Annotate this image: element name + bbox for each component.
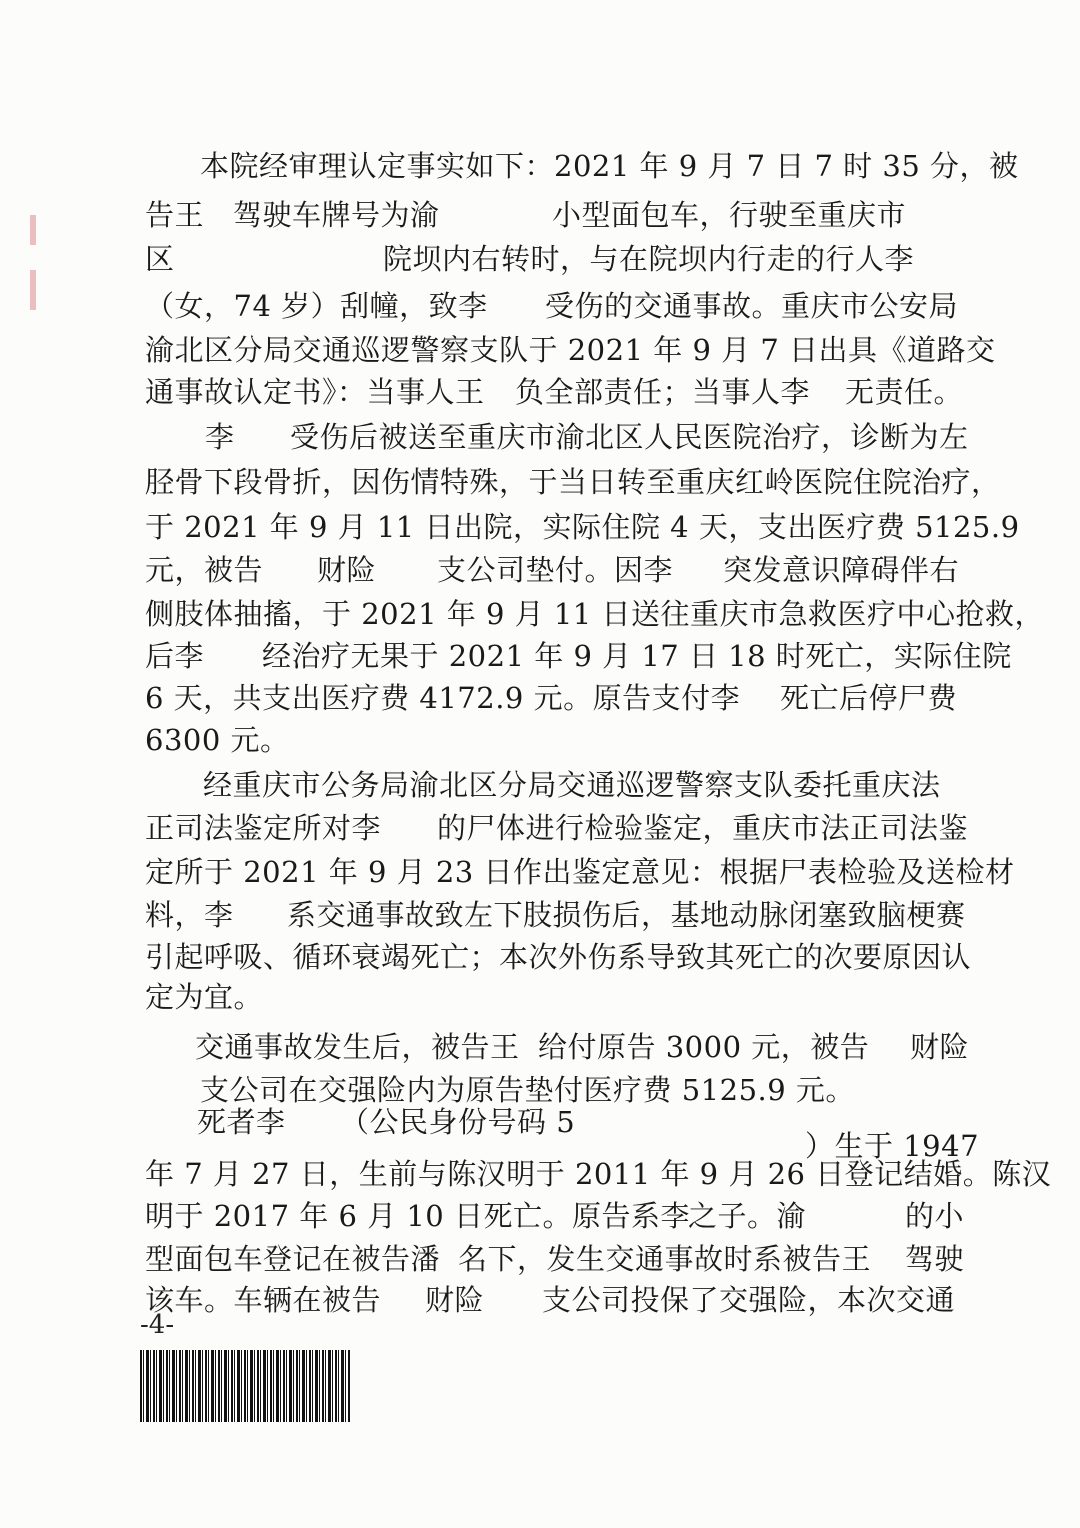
- text-line: [0, 1237, 1080, 1279]
- text-segment: 财险: [317, 553, 377, 587]
- text-segment: 之子。渝: [688, 1199, 807, 1233]
- text-segment: 告王: [145, 198, 205, 232]
- text-line: [0, 548, 1080, 590]
- text-segment: （公民身份号码 5: [340, 1105, 576, 1139]
- text-line: [0, 328, 1080, 370]
- text-segment: 引起呼吸、循环衰竭死亡；本次外伤系导致其死亡的次要原因认: [145, 940, 972, 974]
- text-segment: 死亡后停尸费: [780, 681, 958, 715]
- text-segment: （女，74 岁）刮幢，致李: [145, 289, 488, 323]
- text-segment: ）生于 1947: [805, 1129, 980, 1163]
- barcode: [140, 1350, 350, 1422]
- text-line: [0, 1194, 1080, 1236]
- text-segment: 交通事故发生后，被告王: [195, 1030, 520, 1064]
- text-segment: 财险: [910, 1030, 970, 1064]
- text-segment: 元，被告: [145, 553, 264, 587]
- text-line: [0, 592, 1080, 634]
- text-segment: 李: [205, 420, 235, 454]
- text-segment: 经重庆市公务局渝北区分局交通巡逻警察支队委托重庆法: [203, 768, 941, 802]
- text-line: [0, 284, 1080, 326]
- text-line: [0, 237, 1080, 279]
- text-line: [0, 850, 1080, 892]
- text-segment: 后李: [145, 639, 205, 673]
- text-segment: 通事故认定书》：当事人王: [145, 375, 485, 409]
- text-line: [0, 893, 1080, 935]
- text-segment: 支公司垫付。因李: [437, 553, 674, 587]
- text-segment: 渝北区分局交通巡逻警察支队于 2021 年 9 月 7 日出具《道路交: [145, 333, 996, 367]
- text-segment: 支公司在交强险内为原告垫付医疗费 5125.9 元。: [200, 1073, 855, 1107]
- text-segment: 年 7 月 27 日，生前与陈汉明于 2011 年 9 月 26 日登记结婚。陈汉: [145, 1157, 1052, 1191]
- text-segment: 的小: [905, 1199, 965, 1233]
- text-line: [0, 1025, 1080, 1067]
- text-segment: 料，李: [145, 898, 234, 932]
- text-segment: 区: [145, 242, 175, 276]
- text-line: [0, 676, 1080, 718]
- text-segment: 侧肢体抽搐，于 2021 年 9 月 11 日送往重庆市急救医疗中心抢救，: [145, 597, 1044, 631]
- text-line: [0, 1152, 1080, 1194]
- text-segment: 6 天，共支出医疗费 4172.9 元。原告支付李: [145, 681, 741, 715]
- text-segment: 财险: [425, 1283, 485, 1317]
- text-line: [0, 763, 1080, 805]
- text-segment: 小型面包车，行驶至重庆市: [552, 198, 907, 232]
- text-line: [0, 935, 1080, 977]
- text-line: [0, 634, 1080, 676]
- text-segment: 该车。车辆在被告: [145, 1283, 382, 1317]
- text-segment: 的尸体进行检验鉴定，重庆市法正司法鉴: [437, 811, 969, 845]
- text-segment: 驾驶: [905, 1242, 965, 1276]
- text-segment: 正司法鉴定所对李: [145, 811, 382, 845]
- text-line: [0, 806, 1080, 848]
- text-segment: 明于 2017 年 6 月 10 日死亡。原告系李: [145, 1199, 690, 1233]
- text-segment: 胫骨下段骨折，因伤情特殊，于当日转至重庆红岭医院住院治疗，: [145, 465, 1001, 499]
- text-segment: 型面包车登记在被告潘: [145, 1242, 441, 1276]
- text-segment: 院坝内右转时，与在院坝内行走的行人李: [383, 242, 915, 276]
- text-line: [0, 505, 1080, 547]
- text-segment: 经治疗无果于 2021 年 9 月 17 日 18 时死亡，实际住院: [262, 639, 1012, 673]
- text-segment: 系交通事故致左下肢损伤后，基地动脉闭塞致脑梗赛: [287, 898, 966, 932]
- text-segment: 驾驶车牌号为渝: [233, 198, 440, 232]
- text-line: [0, 370, 1080, 412]
- text-line: [0, 415, 1080, 457]
- text-segment: 本院经审理认定事实如下：2021 年 9 月 7 日 7 时 35 分，被: [200, 149, 1019, 183]
- text-segment: 死者李: [197, 1105, 286, 1139]
- text-segment: 于 2021 年 9 月 11 日出院，实际住院 4 天，支出医疗费 5125.9: [145, 510, 1020, 544]
- page-number: -4-: [140, 1310, 175, 1340]
- text-segment: 负全部责任；当事人李: [515, 375, 811, 409]
- text-segment: 支公司投保了交强险，本次交通: [542, 1283, 956, 1317]
- text-segment: 6300 元。: [145, 723, 290, 757]
- text-segment: 无责任。: [845, 375, 964, 409]
- text-line: [0, 975, 1080, 1017]
- text-segment: 突发意识障碍伴右: [723, 553, 960, 587]
- text-line: [0, 144, 1080, 186]
- text-line: [0, 460, 1080, 502]
- text-line: [0, 193, 1080, 235]
- text-segment: 给付原告 3000 元，被告: [538, 1030, 870, 1064]
- text-segment: 定所于 2021 年 9 月 23 日作出鉴定意见：根据尸表检验及送检材: [145, 855, 1015, 889]
- text-segment: 受伤的交通事故。重庆市公安局: [545, 289, 959, 323]
- text-segment: 名下，发生交通事故时系被告王: [458, 1242, 872, 1276]
- text-line: [0, 718, 1080, 760]
- text-segment: 受伤后被送至重庆市渝北区人民医院治疗，诊断为左: [290, 420, 969, 454]
- text-segment: 定为宜。: [145, 980, 264, 1014]
